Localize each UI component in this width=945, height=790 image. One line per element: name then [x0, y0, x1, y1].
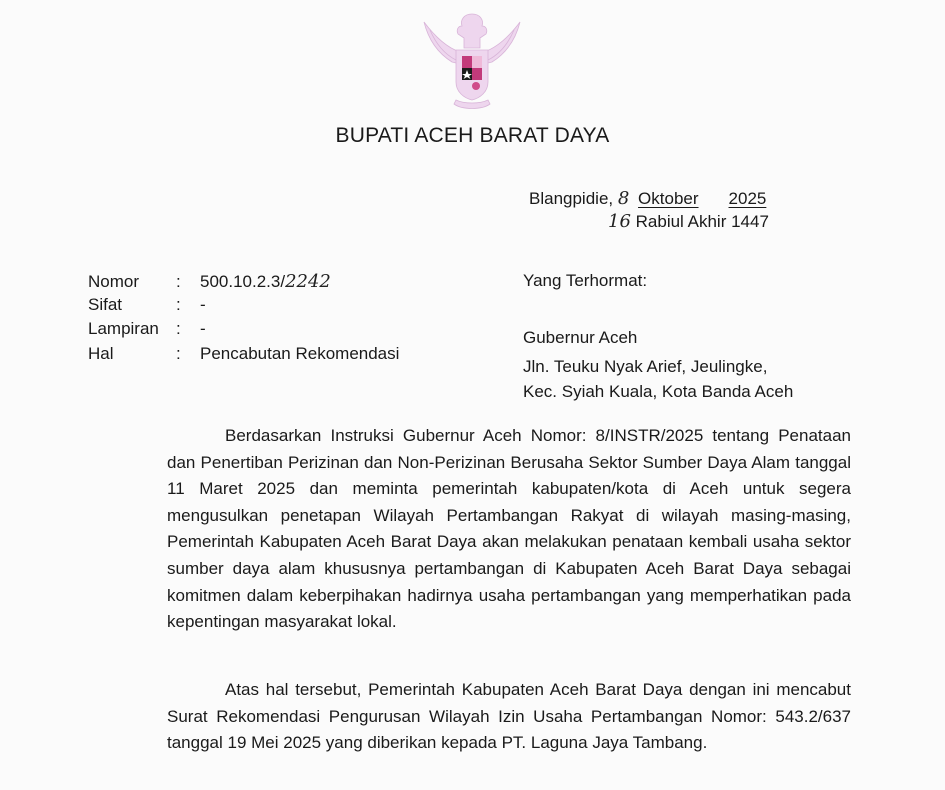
meta-label: Hal	[88, 344, 114, 363]
recipient-address-line2: Kec. Syiah Kuala, Kota Banda Aceh	[523, 382, 794, 401]
meta-label: Sifat	[88, 295, 123, 314]
date-day-handwritten: 8	[617, 188, 630, 209]
recipient-salutation: Yang Terhormat:	[523, 271, 648, 290]
meta-value: Pencabutan Rekomendasi	[200, 344, 400, 363]
meta-value: -	[200, 319, 206, 338]
body-paragraph-1	[167, 423, 851, 636]
hijri-day-handwritten: 16	[608, 211, 631, 232]
hijri-date	[608, 211, 769, 232]
date-year: 2025	[728, 189, 767, 208]
recipient-name: Gubernur Aceh	[523, 328, 638, 347]
meta-colon: :	[176, 319, 181, 338]
paragraph-text: Atas hal tersebut, Pemerintah Kabupaten Aceh Barat Daya dengan ini mencabut Surat Rekomendasi Pengurusan Wilayah Izin Usaha Pertambangan Nomor: 543.2/637 tanggal 19 Mei 2025 yang diberikan kepada PT. Laguna Jaya Tambang.	[167, 680, 851, 753]
letterhead-title: BUPATI ACEH BARAT DAYA	[335, 124, 610, 147]
meta-row-lampiran	[88, 319, 206, 339]
body-paragraph-2	[167, 677, 851, 757]
meta-value: 500.10.2.3/	[200, 272, 286, 291]
date-month: Oktober	[638, 189, 699, 208]
meta-row-nomor	[88, 271, 331, 292]
meta-label: Lampiran	[88, 319, 159, 338]
meta-row-sifat	[88, 295, 206, 315]
paragraph-text: Berdasarkan Instruksi Gubernur Aceh Nomor: 8/INSTR/2025 tentang Penataan dan Penertiban Perizinan dan Non-Perizinan Berusaha Sektor Sumber Daya Alam tanggal 11 Maret 2025 dan meminta pemerintah kabupaten/kota di Aceh untuk segera mengusulkan penetapan Wilayah Pertambangan Rakyat di wilayah masing-masing, Pemerintah Kabupaten Aceh Barat Daya akan melakukan penataan kembali usaha sektor sumber daya alam khususnya pertambangan di Kabupaten Aceh Barat Daya sebagai komitmen dalam keberpihakan hadirnya usaha pertambangan yang memperhatikan pada kepentingan masyarakat lokal.	[167, 426, 851, 632]
meta-colon: :	[176, 272, 181, 291]
meta-number-handwritten: 2242	[285, 271, 331, 292]
meta-colon: :	[176, 344, 181, 363]
recipient-address-line1: Jln. Teuku Nyak Arief, Jeulingke,	[523, 357, 768, 376]
garuda-emblem-icon	[418, 8, 526, 112]
meta-label: Nomor	[88, 272, 140, 291]
letter-date	[529, 188, 766, 209]
hijri-month-year: Rabiul Akhir 1447	[635, 212, 769, 231]
meta-colon: :	[176, 295, 181, 314]
meta-row-hal	[88, 344, 399, 364]
date-place: Blangpidie,	[529, 189, 614, 208]
meta-value: -	[200, 295, 206, 314]
